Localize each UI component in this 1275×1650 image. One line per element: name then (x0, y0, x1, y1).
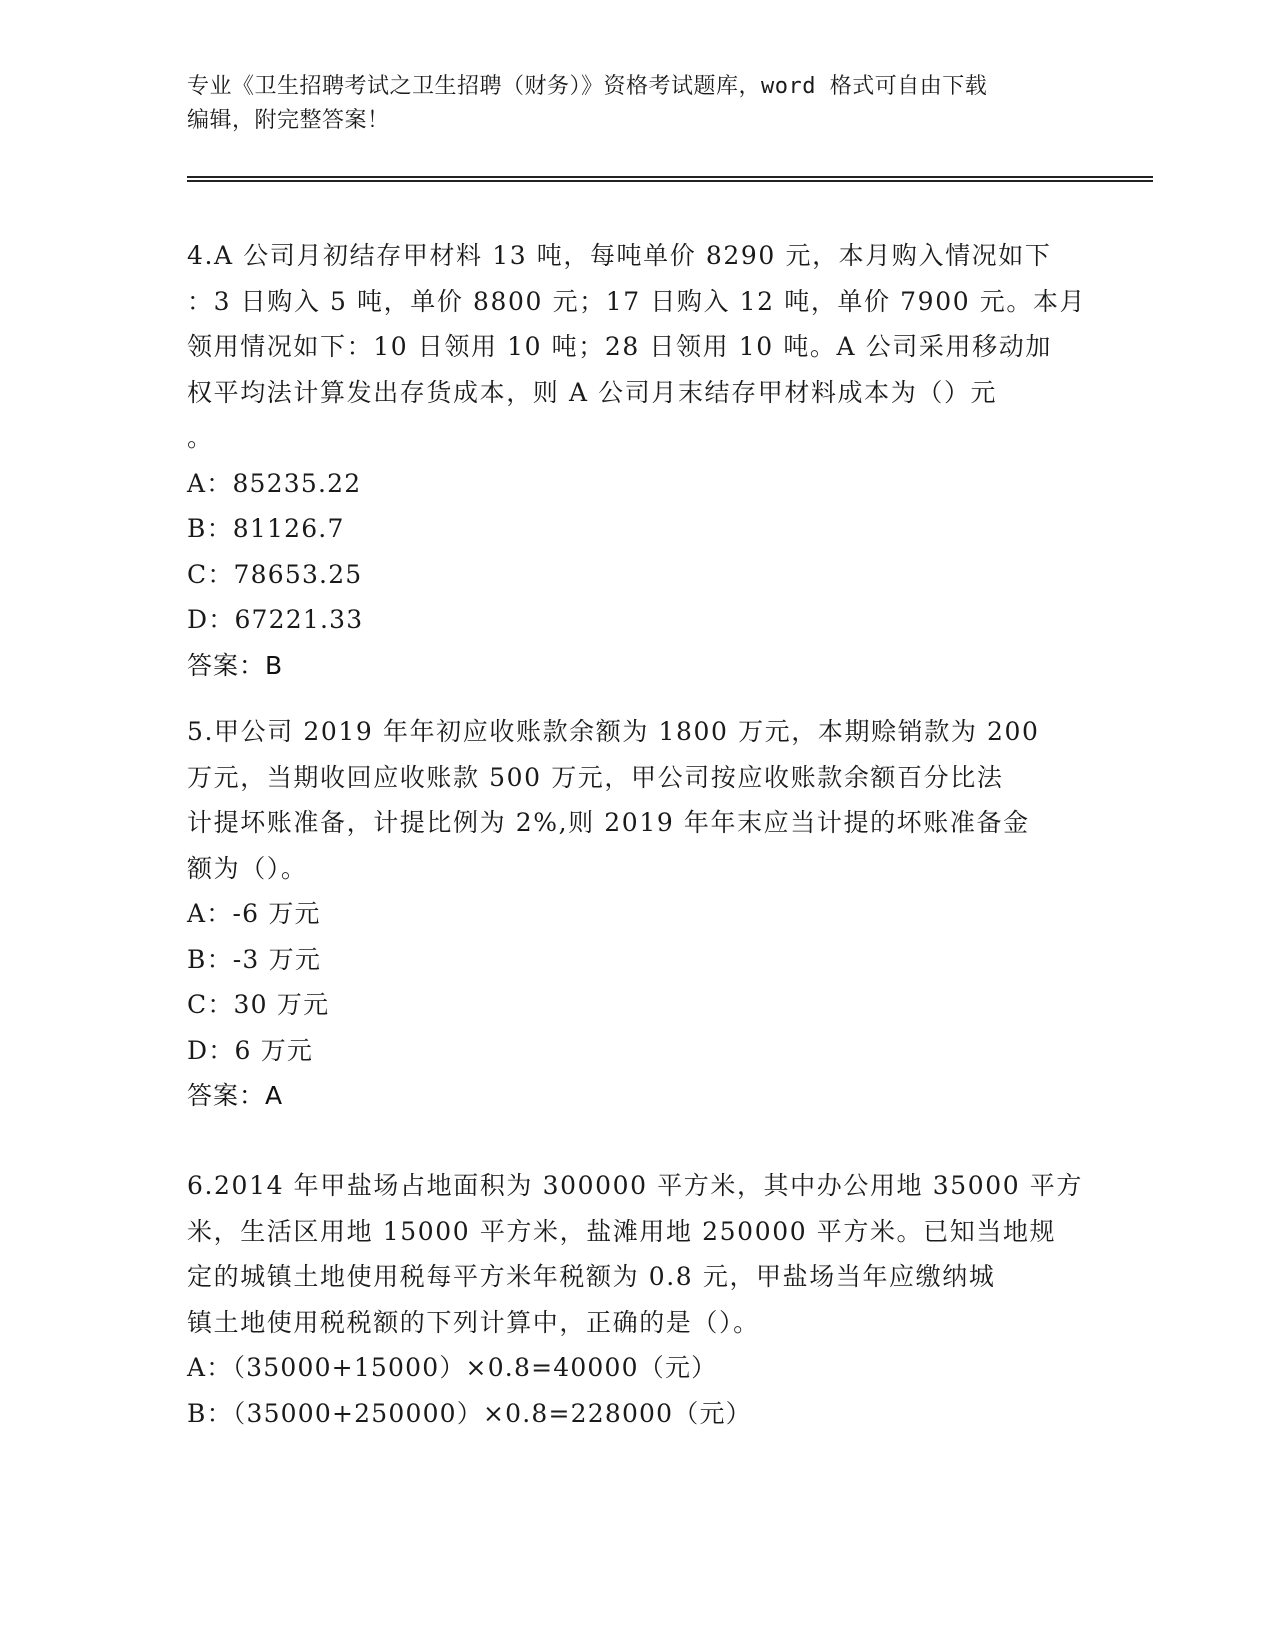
answer: 答案：B (187, 650, 284, 680)
stem-line: 镇土地使用税税额的下列计算中，正确的是（）。 (187, 1307, 760, 1337)
stem-line: 。 (187, 423, 214, 452)
question-5 (187, 709, 1087, 1119)
stem-line: 6.2014 年甲盐场占地面积为 300000 平方米，其中办公用地 35000 平方 (187, 1171, 1083, 1200)
option-b: B：81126.7 (187, 514, 345, 543)
answer: 答案：A (187, 1081, 284, 1110)
document-header (187, 70, 1067, 138)
stem-line: 计提坏账准备，计提比例为 2%,则 2019 年年末应当计提的坏账准备金 (187, 808, 1030, 837)
stem-line: 4.A 公司月初结存甲材料 13 吨，每吨单价 8290 元，本月购入情况如下 (187, 241, 1052, 270)
stem-line: ：3 日购入 5 吨，单价 8800 元；17 日购入 12 吨，单价 7900 元。本月 (187, 286, 1087, 316)
stem-line: 5.甲公司 2019 年年初应收账款余额为 1800 万元，本期赊销款为 200 (187, 717, 1040, 746)
stem-line: 万元，当期收回应收账款 500 万元，甲公司按应收账款余额百分比法 (187, 762, 1004, 792)
option-c: C：78653.25 (187, 559, 363, 589)
option-c: C：30 万元 (187, 990, 330, 1019)
option-b: B：-3 万元 (187, 944, 322, 974)
question-stem (187, 233, 1087, 461)
stem-line: 额为（）。 (187, 853, 308, 883)
option-b: B：（35000+250000）×0.8=228000（元） (187, 1398, 752, 1428)
option-d: D：67221.33 (187, 605, 364, 634)
option-a: A：（35000+15000）×0.8=40000（元） (187, 1353, 718, 1382)
option-a: A：-6 万元 (187, 899, 321, 928)
question-stem (187, 1163, 1087, 1345)
option-d: D：6 万元 (187, 1035, 314, 1065)
header-line-2: 编辑，附完整答案！ (187, 108, 390, 133)
stem-line: 领用情况如下：10 日领用 10 吨；28 日领用 10 吨。A 公司采用移动加 (187, 332, 1052, 361)
stem-line: 定的城镇土地使用税每平方米年税额为 0.8 元，甲盐场当年应缴纳城 (187, 1262, 996, 1291)
header-divider (187, 176, 1153, 182)
stem-line: 权平均法计算发出存货成本，则 A 公司月末结存甲材料成本为（）元 (187, 377, 998, 407)
question-stem (187, 709, 1087, 891)
question-6 (187, 1163, 1087, 1436)
question-4 (187, 233, 1087, 688)
header-line-1: 专业《卫生招聘考试之卫生招聘（财务）》资格考试题库，word 格式可自由下载 (187, 74, 988, 99)
stem-line: 米，生活区用地 15000 平方米，盐滩用地 250000 平方米。已知当地规 (187, 1216, 1057, 1246)
option-a: A：85235.22 (187, 468, 362, 498)
